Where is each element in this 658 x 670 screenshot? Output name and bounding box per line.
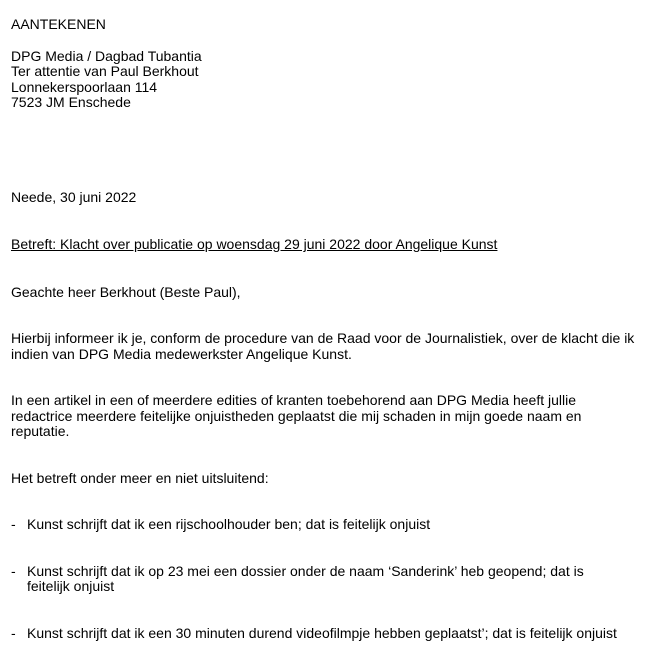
list-item xyxy=(11,517,641,533)
recipient-address xyxy=(11,49,641,111)
subject-line: Betreft: Klacht over publicatie op woensdag 29 juni 2022 door Angelique Kunst xyxy=(11,236,498,252)
paragraph-procedure: Hierbij informeer ik je, conform de procedure van de Raad voor de Journalistiek, over de klacht die ik indien van DPG Media medewerkster Angelique Kunst. xyxy=(11,330,635,362)
list-item-text: Kunst schrijft dat ik een rijschoolhouder ben; dat is feitelijk onjuist xyxy=(27,516,431,532)
list-item-text: Kunst schrijft dat ik op 23 mei een dossier onder de naam ‘Sanderink’ heb geopend; dat is feitelijk onjuist xyxy=(27,562,584,594)
paragraph-article: In een artikel in een of meerdere edities of kranten toebehorend aan DPG Media heeft jullie redactrice meerdere feitelijke onjuistheden geplaatst die mij schaden in mijn goede naam en reputatie. xyxy=(11,392,582,439)
paragraph-list-intro: Het betreft onder meer en niet uitsluitend: xyxy=(11,469,269,486)
recipient-line-1: DPG Media / Dagbad Tubantia xyxy=(11,47,202,64)
letter-document xyxy=(11,17,641,641)
recipient-line-2: Ter attentie van Paul Berkhout xyxy=(11,63,199,79)
list-item xyxy=(11,626,641,642)
salutation: Geachte heer Berkhout (Beste Paul), xyxy=(11,283,241,300)
recipient-line-3: Lonnekerspoorlaan 114 xyxy=(11,78,158,95)
list-item-text: Kunst schrijft dat ik een 30 minuten durend videofilmpje hebben geplaatst’; dat is feitelijk onjuist xyxy=(27,624,617,641)
letter-header: AANTEKENEN xyxy=(11,16,106,32)
bullet-dash: - xyxy=(11,562,16,579)
list-item xyxy=(11,564,619,595)
bullet-dash: - xyxy=(11,516,16,532)
bullet-dash: - xyxy=(11,624,16,641)
recipient-line-4: 7523 JM Enschede xyxy=(11,94,131,110)
place-date: Neede, 30 juni 2022 xyxy=(11,188,137,205)
